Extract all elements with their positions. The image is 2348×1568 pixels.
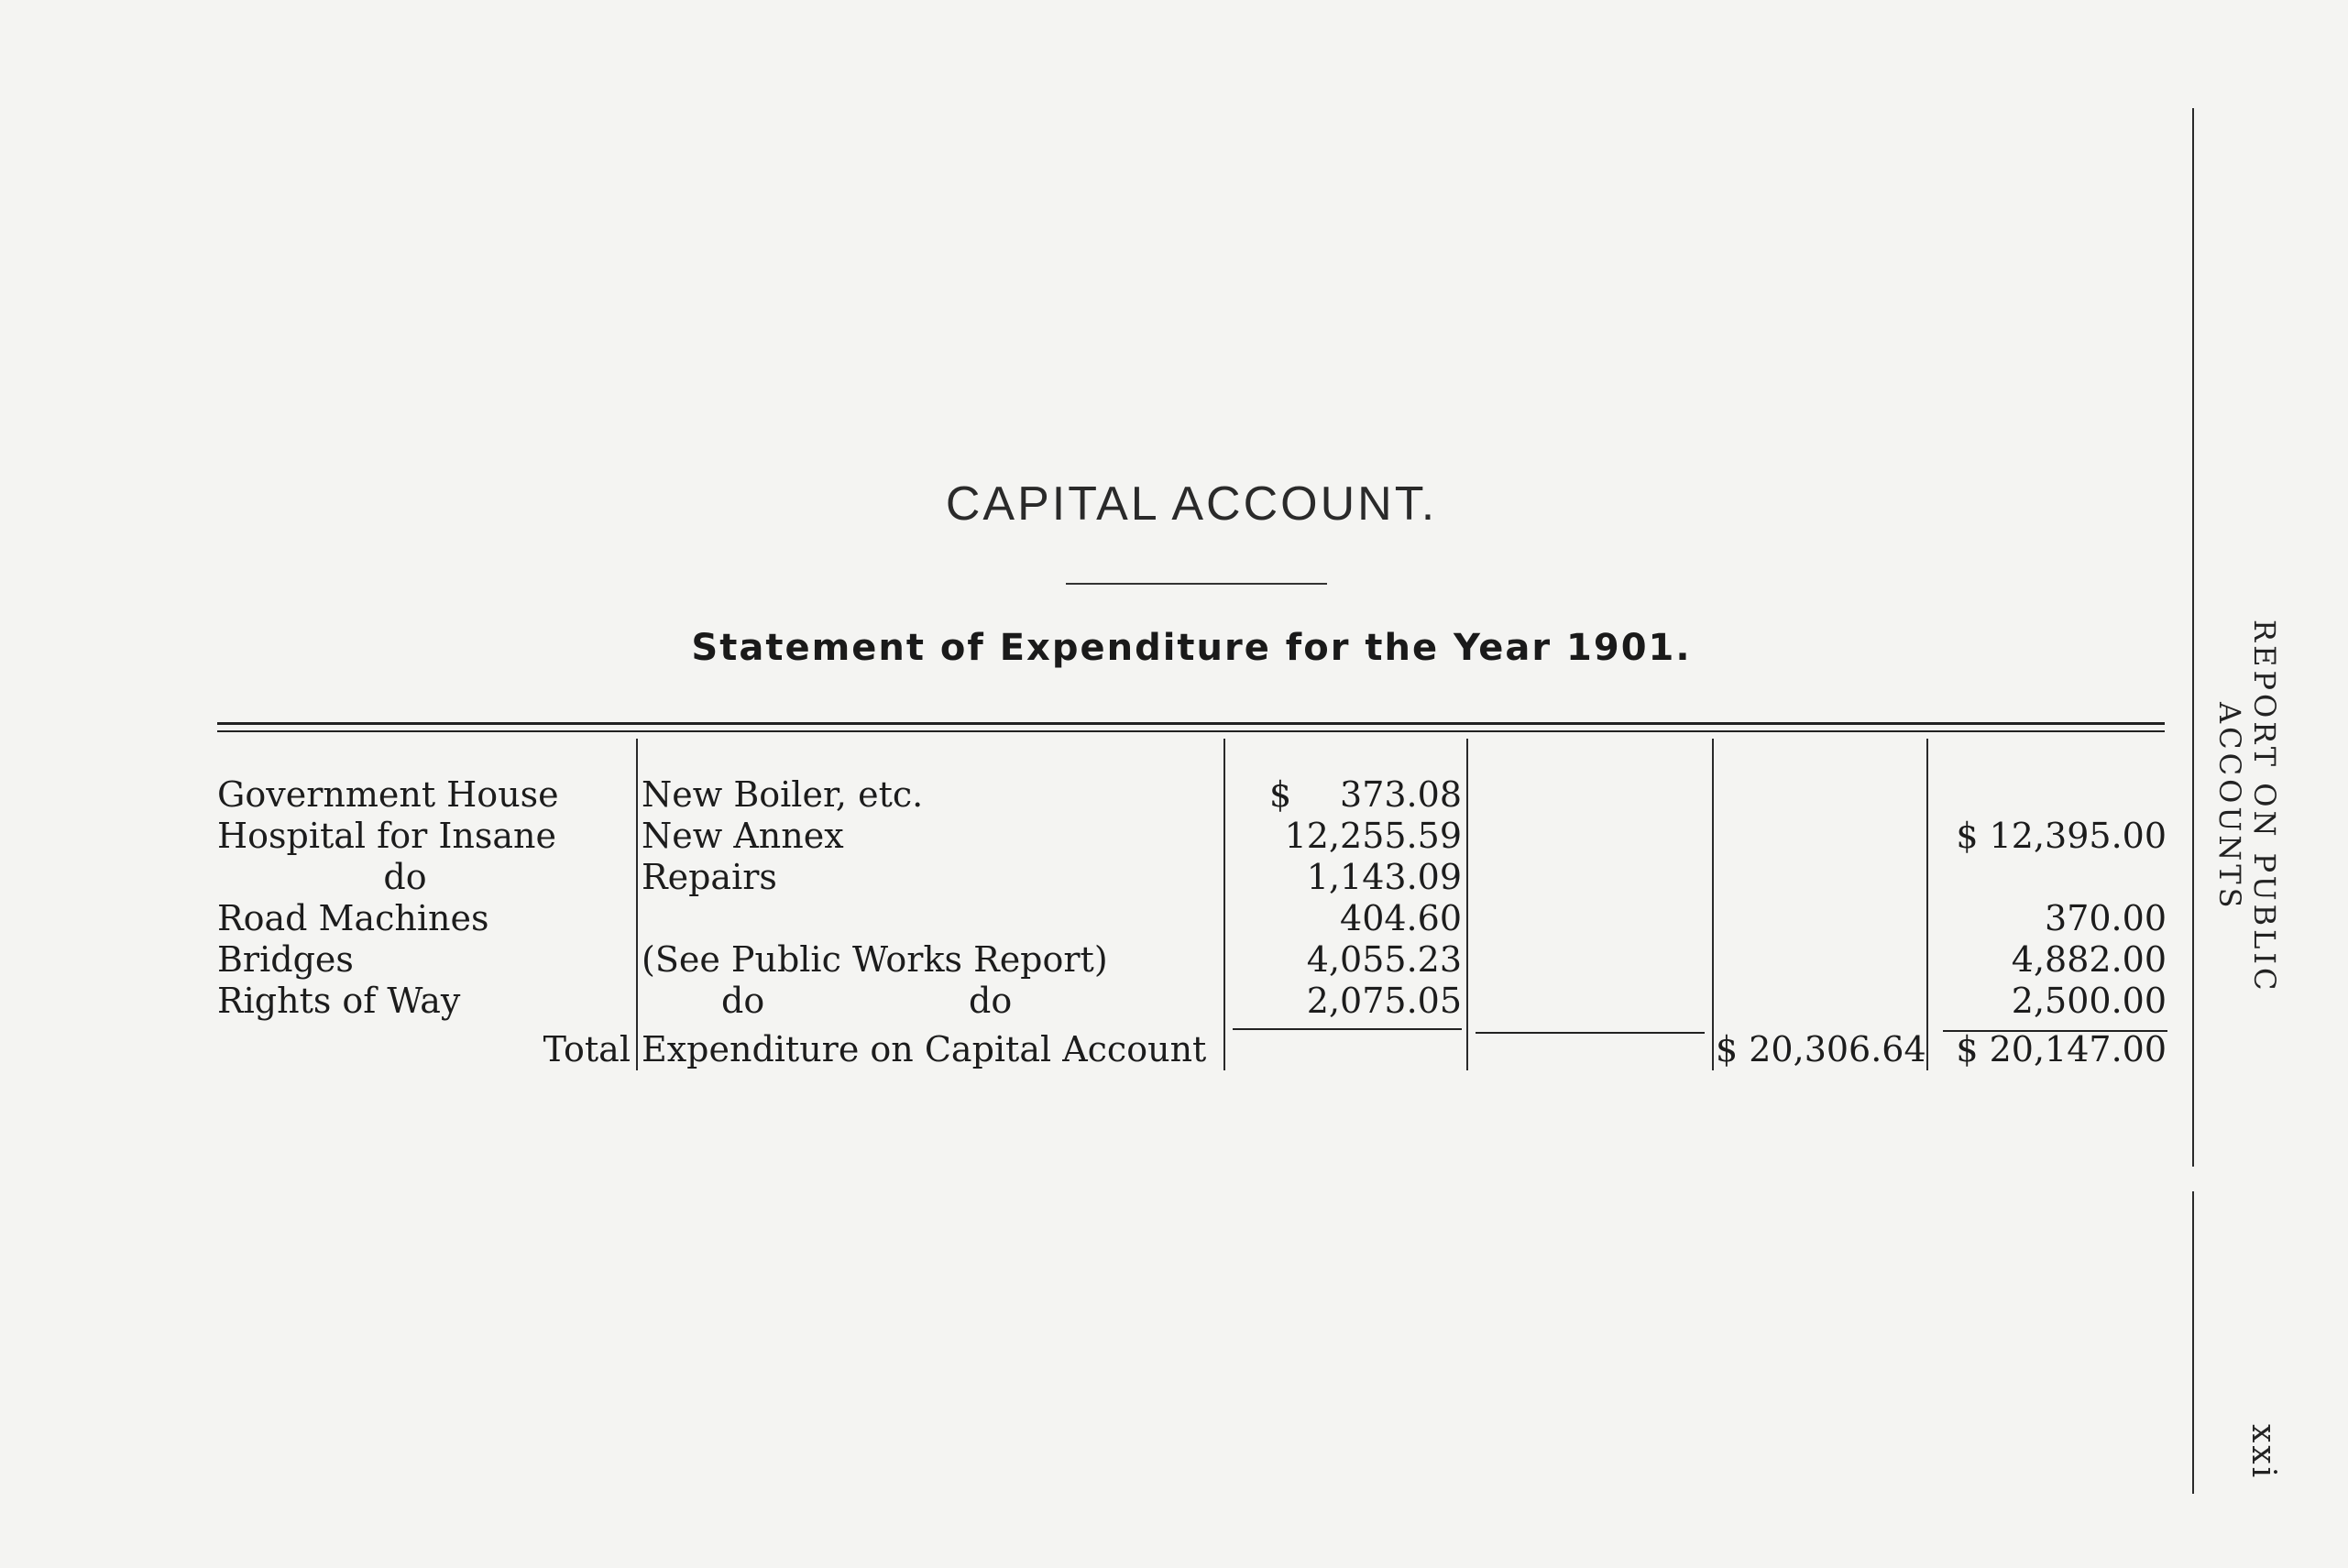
row-2-item: Hospital for Insane (217, 816, 556, 856)
row-4-amount: 404.60 (1340, 898, 1462, 938)
subtotal-rule (1476, 1032, 1705, 1034)
row-1-detail: New Boiler, etc. (642, 774, 924, 815)
row-1-item: Government House (217, 774, 559, 815)
title-underline (1066, 583, 1327, 585)
page-title: CAPITAL ACCOUNT. (945, 477, 1438, 531)
margin-rule-upper (2192, 108, 2194, 1167)
total-amount: $ 20,306.64 (1716, 1029, 1926, 1069)
table-top-rule-2 (217, 730, 2165, 732)
row-2-amount: 12,255.59 (1284, 816, 1462, 856)
row-6-detail-b: do (969, 981, 1013, 1021)
row-2-estimate: $ 12,395.00 (1956, 816, 2167, 856)
row-5-item: Bridges (217, 939, 354, 980)
row-1-amount-prefix: $ (1269, 774, 1292, 815)
row-5-detail: (See Public Works Report) (642, 939, 1108, 980)
column-divider-1 (636, 739, 638, 1070)
row-3-amount: 1,143.09 (1306, 857, 1462, 897)
row-6-item: Rights of Way (217, 981, 461, 1021)
column-divider-5 (1926, 739, 1928, 1070)
row-3-item: do (383, 857, 427, 897)
margin-rule-lower (2192, 1191, 2194, 1494)
column-divider-2 (1223, 739, 1225, 1070)
row-4-item: Road Machines (217, 898, 489, 938)
table-top-rule-1 (217, 722, 2165, 725)
page-number: xxi (2244, 1424, 2282, 1481)
row-5-estimate: 4,882.00 (2011, 939, 2167, 980)
row-2-detail: New Annex (642, 816, 844, 856)
column-divider-3 (1466, 739, 1468, 1070)
row-4-estimate: 370.00 (2045, 898, 2167, 938)
row-3-detail: Repairs (642, 857, 777, 897)
amount-sum-rule (1233, 1028, 1462, 1030)
row-6-amount: 2,075.05 (1306, 981, 1462, 1021)
side-heading: REPORT ON PUBLIC ACCOUNTS (2212, 619, 2282, 994)
total-label: Total (543, 1029, 631, 1069)
row-1-amount: 373.08 (1340, 774, 1462, 815)
page-subtitle: Statement of Expenditure for the Year 1901. (691, 627, 1692, 669)
row-6-detail-a: do (721, 981, 765, 1021)
total-detail: Expenditure on Capital Account (642, 1029, 1207, 1069)
column-divider-4 (1712, 739, 1714, 1070)
total-estimate: $ 20,147.00 (1956, 1029, 2167, 1069)
row-5-amount: 4,055.23 (1306, 939, 1462, 980)
row-6-estimate: 2,500.00 (2011, 981, 2167, 1021)
